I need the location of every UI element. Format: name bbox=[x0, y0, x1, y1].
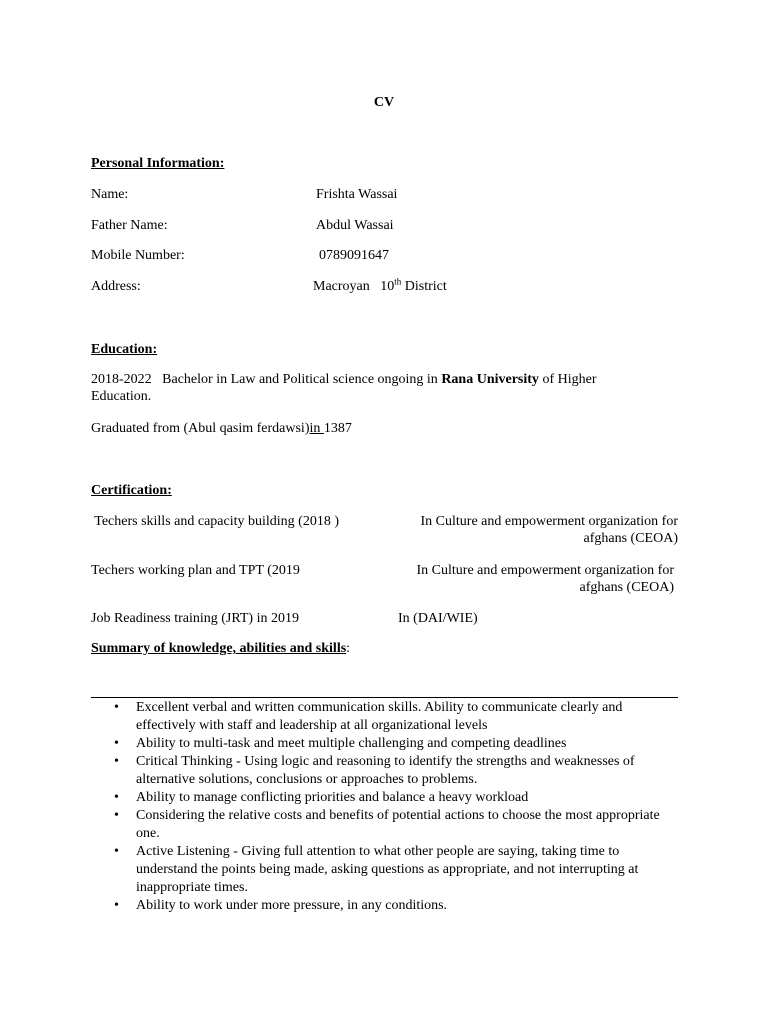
address-sup: th bbox=[394, 276, 402, 287]
father-name-value: Abdul Wassai bbox=[316, 218, 394, 233]
father-name-label: Father Name: bbox=[91, 218, 168, 233]
graduated-underlined: in bbox=[309, 421, 324, 436]
horizontal-rule bbox=[91, 697, 678, 698]
name-label: Name: bbox=[91, 187, 129, 202]
address-main: Macroyan 10 bbox=[313, 279, 395, 294]
summary-heading-text: Summary of knowledge, abilities and skills bbox=[91, 641, 347, 656]
mobile-label: Mobile Number: bbox=[91, 248, 185, 263]
cert-org-3: In (DAI/WIE) bbox=[398, 611, 478, 626]
education-degree-text: 2018-2022 Bachelor in Law and Political science ongoing in bbox=[91, 372, 442, 387]
summary-heading bbox=[91, 640, 350, 657]
certification-heading: Certification: bbox=[91, 483, 172, 498]
list-item: • Ability to multi-task and meet multiple challenging and competing deadlines bbox=[136, 735, 681, 753]
list-item: • Active Listening - Giving full attention to what other people are saying, taking time to understand the points being made, asking questions as appropriate, and not interrupting at inappropriate times. bbox=[136, 843, 681, 897]
list-item: • Ability to work under more pressure, in any conditions. bbox=[136, 897, 681, 915]
education-degree-suffix: of Higher Education. bbox=[91, 372, 597, 404]
education-heading: Education: bbox=[91, 342, 158, 357]
cert-course-3: Job Readiness training (JRT) in 2019 bbox=[91, 611, 299, 626]
list-item: • Ability to manage conflicting priorities and balance a heavy workload bbox=[136, 789, 681, 807]
education-degree bbox=[91, 371, 651, 405]
skills-list bbox=[91, 699, 681, 915]
list-item: • Critical Thinking - Using logic and reasoning to identify the strengths and weaknesses of alternative solutions, conclusions or approaches to problems. bbox=[136, 753, 681, 789]
address-value bbox=[313, 278, 447, 295]
page-title: CV bbox=[373, 95, 395, 110]
education-graduated bbox=[91, 420, 352, 437]
address-suffix: District bbox=[401, 279, 447, 294]
personal-info-heading: Personal Information: bbox=[91, 156, 225, 171]
graduated-text: Graduated from (Abul qasim ferdawsi) bbox=[91, 421, 310, 436]
list-item: • Considering the relative costs and benefits of potential actions to choose the most appropriate one. bbox=[136, 807, 681, 843]
summary-heading-colon: : bbox=[346, 641, 351, 656]
mobile-value: 0789091647 bbox=[319, 248, 389, 263]
graduated-year: 1387 bbox=[323, 421, 352, 436]
cert-course-1: Techers skills and capacity building (2018 ) bbox=[91, 514, 339, 529]
cert-org-1: In Culture and empowerment organization for afghans (CEOA) bbox=[420, 514, 678, 546]
university-name: Rana University bbox=[441, 372, 539, 387]
cert-org-2: In Culture and empowerment organization for afghans (CEOA) bbox=[416, 563, 674, 595]
address-label: Address: bbox=[91, 279, 141, 294]
name-value: Frishta Wassai bbox=[316, 187, 398, 202]
list-item: • Excellent verbal and written communication skills. Ability to communicate clearly and effectively with staff and leadership at all organizational levels bbox=[136, 699, 681, 735]
cert-course-2: Techers working plan and TPT (2019 bbox=[91, 563, 300, 578]
